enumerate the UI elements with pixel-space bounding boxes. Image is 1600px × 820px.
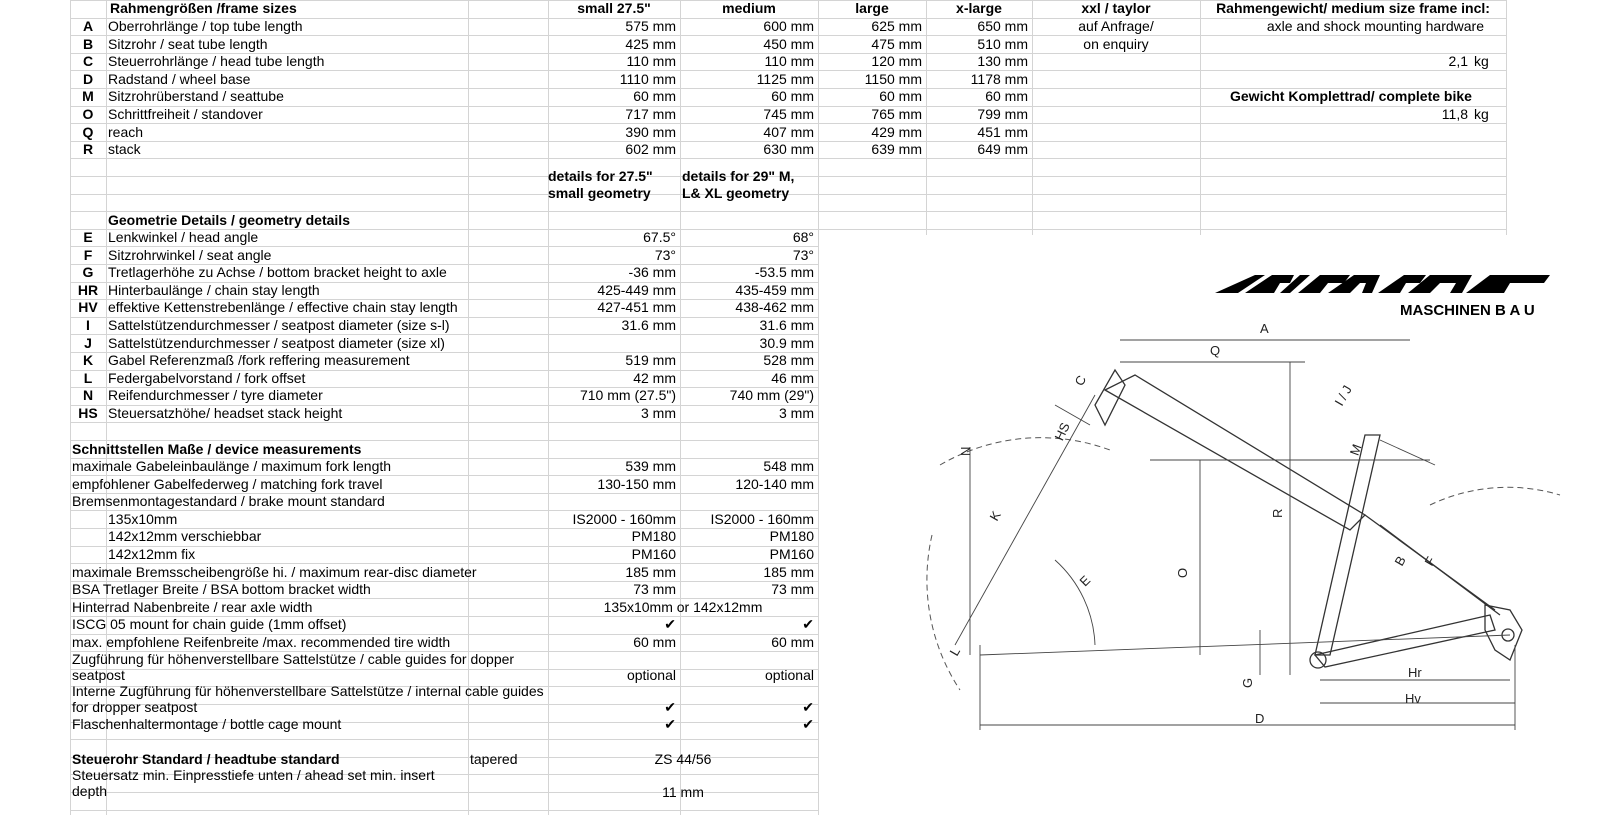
svg-text:L: L [946,644,964,659]
frame-weight-title: Rahmengewicht/ medium size frame incl: [1216,0,1490,16]
details-med-1: details for 29" M, [682,168,795,184]
frame-row-label: Radstand / wheel base [108,70,251,87]
geo-row-code: HR [77,281,99,298]
frame-row-code: O [82,106,94,122]
xxl-note-2: on enquiry [1083,36,1149,52]
headtube-title: Steuerohr Standard / headtube standard [72,751,340,767]
bottle-small: ✔ [664,716,676,732]
xxl-note-1: auf Anfrage/ [1078,18,1154,34]
geo-row-label: Sattelstützendurchmesser / seatpost diameter (size s-l) [108,317,450,333]
frame-row-label: Sitzrohrüberstand / seattube [108,88,284,105]
geo-row-code: E [83,229,93,245]
geo-row-label: Reifendurchmesser / tyre diameter [108,387,323,404]
device-row-medium: 73 mm [771,581,814,598]
frame-row-small: 602 mm [625,141,676,158]
frame-row-xlarge: 650 mm [977,18,1028,34]
svg-text:N: N [958,446,973,456]
svg-text:Q: Q [1210,343,1221,358]
dimension-labels [946,321,1438,726]
frame-sizes-header: Rahmengrößen /frame sizes [110,0,297,16]
frame-row-large: 475 mm [871,35,922,52]
device-row-label: Bremsenmontagestandard / brake mount standard [72,493,385,510]
geo-row-medium: 740 mm (29") [729,387,814,404]
size-header-4: xxl / taylor [1081,0,1151,16]
frame-row-xlarge: 60 mm [985,88,1028,105]
frame-row-medium: 745 mm [763,106,814,122]
frame-row-small: 390 mm [625,123,676,140]
frame-row-small: 1110 mm [619,70,676,87]
frame-row-large: 625 mm [871,18,922,34]
frame-row-small: 425 mm [625,35,676,52]
frame-row-large: 1150 mm [864,70,922,87]
geo-row-medium: 528 mm [763,352,814,369]
device-row-label: max. empfohlene Reifenbreite /max. recommended tire width [72,634,451,650]
device-row-small: PM180 [631,528,676,545]
internal-label-1: Interne Zugführung für höhenverstellbare Sattelstütze / internal cable guides [72,683,544,699]
device-row-medium: ✔ [802,616,814,633]
insert-label-2: depth [72,783,108,799]
complete-weight-title: Gewicht Komplettrad/ complete bike [1230,88,1472,104]
geo-row-small: 31.6 mm [621,317,676,333]
geo-row-label: Sattelstützendurchmesser / seatpost diameter (size xl) [108,334,445,351]
geo-row-small: 427-451 mm [597,299,676,316]
svg-text:HS: HS [1051,420,1073,443]
device-row-small: ✔ [664,616,676,633]
size-header-0: small 27.5" [577,0,651,16]
geo-row-medium: 31.6 mm [759,317,814,333]
device-row-medium: 185 mm [763,563,814,580]
geo-row-medium: 46 mm [771,369,814,386]
svg-text:K: K [986,508,1004,524]
geometry-sheet [70,0,1535,815]
frame-row-xlarge: 649 mm [977,141,1028,158]
dropper-medium: optional [764,667,814,683]
frame-row-medium: 600 mm [763,18,814,34]
frame-row-small: 110 mm [626,53,676,70]
geo-row-small: 519 mm [625,352,676,369]
device-title: Schnittstellen Maße / device measurements [72,441,362,457]
frame-row-medium: 1125 mm [756,70,814,87]
geo-row-medium: 30.9 mm [759,334,814,351]
frame-row-large: 765 mm [871,106,922,122]
device-row-label: ISCG 05 mount for chain guide (1mm offset) [72,616,347,633]
device-row-medium: 60 mm [771,634,814,650]
svg-text:G: G [1240,677,1255,688]
frame-geometry-drawing [910,235,1570,815]
device-row-label: BSA Tretlager Breite / BSA bottom bracket width [72,581,371,598]
device-row-small: 73 mm [633,581,676,598]
svg-text:Hr: Hr [1408,665,1422,680]
geo-row-code: L [83,369,93,386]
geo-row-medium: 68° [792,229,814,245]
geometry-svg [910,235,1570,815]
svg-text:E: E [1076,572,1094,590]
complete-weight-value: 11,8 [1441,106,1468,122]
geo-row-small: 73° [654,246,676,263]
geo-row-medium: 73° [792,246,814,263]
insert-label-1: Steuersatz min. Einpresstiefe unten / ahead set min. insert [72,767,435,783]
bottle-label: Flaschenhaltermontage / bottle cage mount [72,716,342,732]
frame-row-label: reach [108,123,144,140]
geometry-details-title: Geometrie Details / geometry details [108,212,350,228]
frame-row-code: R [82,141,94,158]
device-row-medium: PM180 [769,528,814,545]
device-row-medium: 120-140 mm [735,475,814,492]
size-header-2: large [855,0,889,16]
device-row-small: 539 mm [625,458,676,474]
geo-row-small: 710 mm (27.5") [579,387,676,404]
svg-text:C: C [1071,372,1090,389]
nicolai-logo [1215,275,1550,319]
frame-row-label: Oberrohrlänge / top tube length [108,18,303,34]
frame-row-small: 575 mm [625,18,676,34]
frame-row-xlarge: 130 mm [977,53,1028,70]
details-med-2: L& XL geometry [682,185,790,201]
internal-medium: ✔ [802,699,814,715]
geo-row-code: G [82,264,94,281]
device-row-label: maximale Gabeleinbaulänge / maximum fork length [72,458,392,474]
geo-row-small: 42 mm [633,369,676,386]
details-small-2: small geometry [548,185,651,201]
device-row-small: PM160 [631,546,676,562]
geo-row-medium: -53.5 mm [754,264,814,281]
svg-text:Hv: Hv [1405,691,1421,706]
frame-weight-value: 2,1 [1448,53,1468,69]
frame-row-code: A [82,18,94,34]
geo-row-medium: 3 mm [779,405,814,421]
frame-row-medium: 407 mm [763,123,814,140]
geo-row-label: Lenkwinkel / head angle [108,229,259,245]
size-header-1: medium [722,0,776,16]
device-row-label: maximale Bremsscheibengröße hi. / maximum rear-disc diameter [72,563,477,580]
frame-weight-unit: kg [1474,53,1489,69]
dropper-label-1: Zugführung für höhenverstellbare Sattelstütze / cable guides for dopper [72,651,515,667]
dimension-lines [955,340,1515,730]
internal-label-2: for dropper seatpost [72,699,198,715]
device-row-small: IS2000 - 160mm [572,510,676,527]
details-small-1: details for 27.5" [548,168,653,184]
svg-text:I / J: I / J [1331,382,1355,409]
frame-row-label: Schrittfreiheit / standover [108,106,263,122]
frame-row-medium: 450 mm [763,35,814,52]
geo-row-label: Sitzrohrwinkel / seat angle [108,246,272,263]
device-row-label: Hinterrad Nabenbreite / rear axle width [72,598,313,615]
frame-row-large: 429 mm [871,123,922,140]
geo-row-code: J [84,334,92,351]
geo-row-label: Hinterbaulänge / chain stay length [108,281,320,298]
frame-row-medium: 630 mm [763,141,814,158]
geo-row-label: Federgabelvorstand / fork offset [108,369,306,386]
geo-row-label: Steuersatzhöhe/ headset stack height [108,405,343,421]
svg-text:R: R [1270,508,1285,518]
headtube-value: ZS 44/56 [654,751,712,767]
internal-small: ✔ [664,699,676,715]
frame-row-large: 120 mm [871,53,922,70]
frame-row-xlarge: 451 mm [977,123,1028,140]
frame-row-code: B [82,35,94,52]
geo-row-small: -36 mm [628,264,676,281]
device-row-medium: IS2000 - 160mm [710,510,814,527]
geo-row-small: 3 mm [641,405,676,421]
geo-row-code: I [86,317,90,333]
svg-text:A: A [1260,321,1269,336]
frame-tubes [1095,370,1522,668]
geo-row-code: HV [78,299,98,316]
device-row-small: 60 mm [633,634,676,650]
dropper-label-2: seatpost [72,667,125,683]
frame-row-xlarge: 1178 mm [970,70,1028,87]
geo-row-code: HS [78,405,98,421]
frame-row-large: 639 mm [871,141,922,158]
frame-row-code: M [82,88,94,105]
svg-text:D: D [1255,711,1265,726]
geo-row-code: N [82,387,94,404]
svg-text:M: M [1346,442,1365,458]
frame-row-code: C [82,53,94,70]
frame-weight-note: axle and shock mounting hardware [1266,18,1484,34]
geo-row-label: Tretlagerhöhe zu Achse / bottom bracket height to axle [108,264,447,281]
geo-row-label: effektive Kettenstrebenlänge / effective chain stay length [108,299,458,316]
svg-text:B: B [1391,553,1409,569]
device-row-label: 142x12mm fix [108,546,196,562]
geo-row-label: Gabel Referenzmaß /fork reffering measurement [108,352,410,369]
headtube-type: tapered [470,751,518,767]
frame-row-large: 60 mm [879,88,922,105]
frame-row-medium: 110 mm [764,53,814,70]
frame-row-small: 60 mm [633,88,676,105]
frame-row-small: 717 mm [625,106,676,122]
size-header-3: x-large [956,0,1002,16]
svg-text:O: O [1175,567,1190,578]
bottle-medium: ✔ [802,716,814,732]
device-row-small: 130-150 mm [597,475,676,492]
geo-row-small: 425-449 mm [597,281,676,298]
brand-subtitle: MASCHINEN B A U [1400,302,1535,319]
frame-row-code: Q [82,123,94,140]
frame-row-xlarge: 799 mm [977,106,1028,122]
device-row-label: 142x12mm verschiebbar [108,528,262,545]
geo-row-small: 67.5° [643,229,676,245]
svg-text:F: F [1421,553,1439,569]
geo-row-medium: 438-462 mm [735,299,814,316]
device-row-span: 135x10mm or 142x12mm [603,598,763,615]
dropper-small: optional [626,667,676,683]
device-row-label: 135x10mm [108,510,178,527]
geo-row-code: K [82,352,94,369]
frame-row-label: Sitzrohr / seat tube length [108,35,268,52]
device-row-medium: 548 mm [763,458,814,474]
geo-row-medium: 435-459 mm [735,281,814,298]
device-row-label: empfohlener Gabelfederweg / matching fork travel [72,475,383,492]
device-row-small: 185 mm [625,563,676,580]
frame-row-label: stack [108,141,141,158]
device-row-medium: PM160 [769,546,814,562]
frame-row-medium: 60 mm [771,88,814,105]
complete-weight-unit: kg [1474,106,1489,122]
geo-row-code: F [83,246,93,263]
frame-row-label: Steuerrohrlänge / head tube length [108,53,325,70]
frame-row-xlarge: 510 mm [977,35,1028,52]
frame-row-code: D [82,70,94,87]
insert-value: 11 mm [662,784,704,800]
